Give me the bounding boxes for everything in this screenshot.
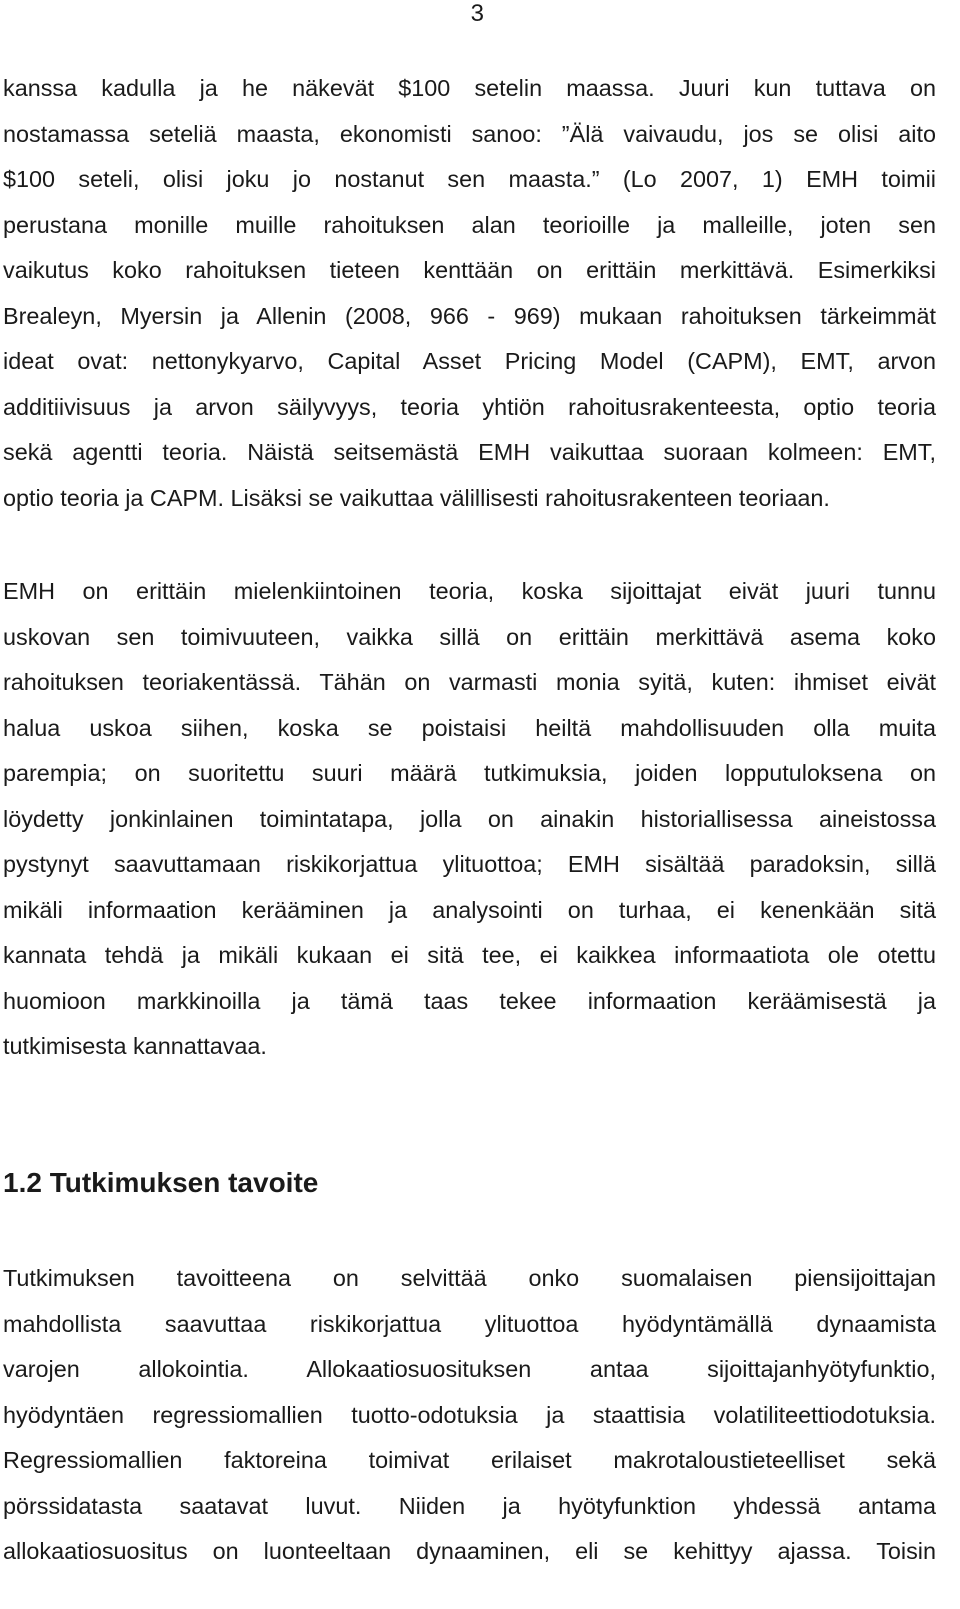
text-line: mikäli informaation kerääminen ja analysointi on turhaa, ei kenenkään sitä	[3, 896, 936, 923]
text-line: tutkimisesta kannattavaa.	[3, 1033, 267, 1059]
text-line: sekä agentti teoria. Näistä seitsemästä EMH vaikuttaa suoraan kolmeen: EMT,	[3, 439, 936, 465]
text-line: rahoituksen teoriakentässä. Tähän on varmasti monia syitä, kuten: ihmiset eivät	[3, 669, 936, 695]
text-line: perustana monille muille rahoituksen alan teorioille ja malleille, joten sen	[3, 211, 936, 238]
text-line: kannata tehdä ja mikäli kukaan ei sitä tee, ei kaikkea informaatiota ole otettu	[3, 942, 936, 968]
text-line: varojen allokointia. Allokaatiosuosituksen antaa sijoittajanhyötyfunktio,	[3, 1356, 936, 1382]
text-line: parempia; on suoritettu suuri määrä tutkimuksia, joiden lopputuloksena on	[3, 760, 936, 786]
text-line: Brealeyn, Myersin ja Allenin (2008, 966 - 969) mukaan rahoituksen tärkeimmät	[3, 302, 936, 329]
text-line: EMH on erittäin mielenkiintoinen teoria, koska sijoittajat eivät juuri tunnu	[3, 578, 936, 604]
section-heading: 1.2 Tutkimuksen tavoite	[3, 1167, 319, 1198]
text-line: Regressiomallien faktoreina toimivat erilaiset makrotaloustieteelliset sekä	[3, 1447, 936, 1473]
text-line: huomioon markkinoilla ja tämä taas tekee informaation keräämisestä ja	[3, 987, 936, 1014]
text-line: hyödyntäen regressiomallien tuotto-odotuksia ja staattisia volatiliteettiodotuksia.	[3, 1401, 936, 1428]
text-line: halua uskoa siihen, koska se poistaisi heiltä mahdollisuuden olla muita	[3, 714, 936, 741]
text-line: pörssidatasta saatavat luvut. Niiden ja hyötyfunktion yhdessä antama	[3, 1492, 936, 1519]
paragraph-efficient-market-intro	[3, 66, 936, 521]
page-number: 3	[470, 0, 484, 27]
text-line: pystynyt saavuttamaan riskikorjattua ylituottoa; EMH sisältää paradoksin, sillä	[3, 851, 936, 877]
text-line: Tutkimuksen tavoitteena on selvittää onko suomalaisen piensijoittajan	[3, 1265, 936, 1291]
text-line: ideat ovat: nettonykyarvo, Capital Asset Pricing Model (CAPM), EMT, arvon	[3, 348, 936, 374]
text-line: allokaatiosuositus on luonteeltaan dynaaminen, eli se kehittyy ajassa. Toisin	[3, 1538, 936, 1564]
paragraph-research-goal	[3, 1256, 936, 1575]
text-line: löydetty jonkinlainen toimintatapa, jolla on ainakin historiallisessa aineistossa	[3, 805, 936, 832]
text-line: nostamassa seteliä maasta, ekonomisti sanoo: ”Älä vaivaudu, jos se olisi aito	[3, 120, 936, 147]
text-line: kanssa kadulla ja he näkevät $100 setelin maassa. Juuri kun tuttava on	[3, 75, 936, 101]
text-line: uskovan sen toimivuuteen, vaikka sillä on erittäin merkittävä asema koko	[3, 623, 936, 650]
text-line: additiivisuus ja arvon säilyvyys, teoria yhtiön rahoitusrakenteesta, optio teoria	[3, 393, 936, 420]
text-line: optio teoria ja CAPM. Lisäksi se vaikuttaa välillisesti rahoitusrakenteen teoriaan.	[3, 484, 830, 511]
text-line: vaikutus koko rahoituksen tieteen kenttään on erittäin merkittävä. Esimerkiksi	[3, 257, 936, 283]
paragraph-emh-interest	[3, 569, 936, 1070]
text-line: $100 seteli, olisi joku jo nostanut sen maasta.” (Lo 2007, 1) EMH toimii	[3, 166, 936, 192]
text-line: mahdollista saavuttaa riskikorjattua ylituottoa hyödyntämällä dynaamista	[3, 1310, 936, 1337]
